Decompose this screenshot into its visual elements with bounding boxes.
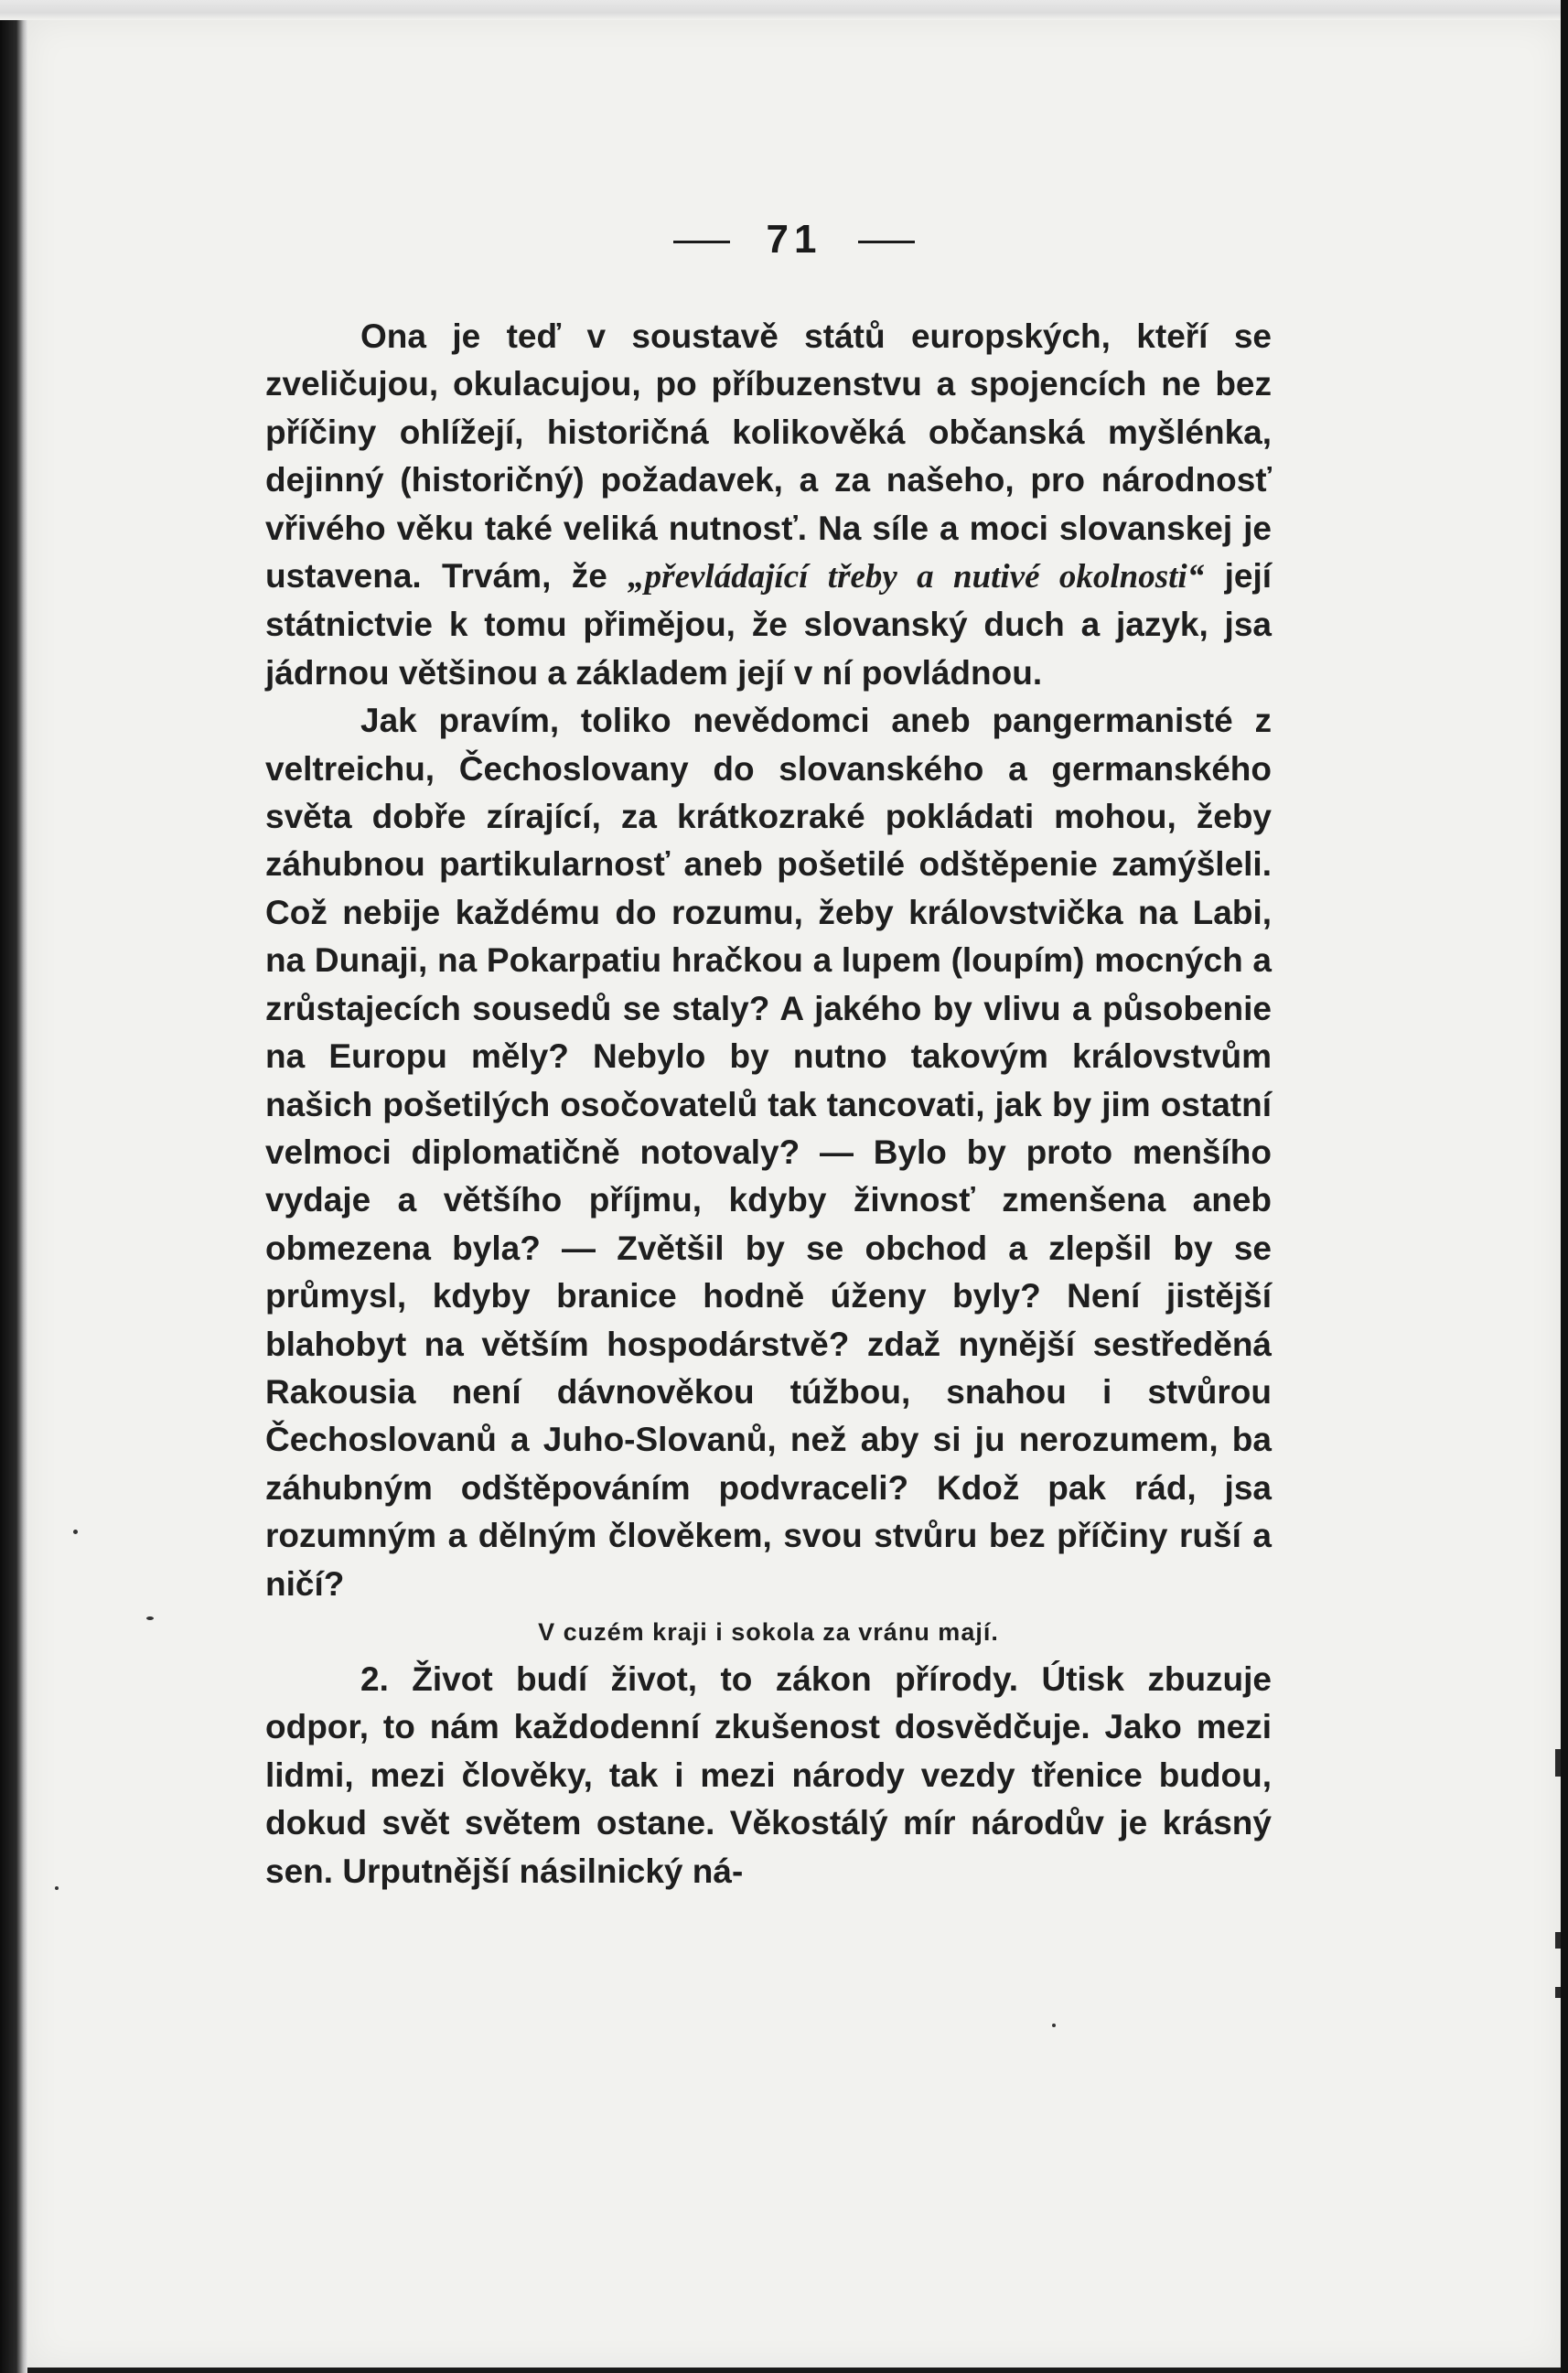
scan-edge-mark (1555, 1749, 1561, 1777)
scan-left-edge (0, 0, 27, 2373)
paragraph-1-text-b: její státnictvie k tomu přimějou, že slovanský duch a jazyk, jsa jádrnou většinou a základem její v ní povládnou. (265, 557, 1273, 692)
header-dash-right (858, 241, 915, 243)
paragraph-3-text: 2. Život budí život, to zákon přírody. Útisk zbuzuje odpor, to nám každodenní zkušenost dosvědčuje. Jako mezi lidmi, mezi člověky, tak i mezi národy vezdy třenice budou, dokud svět světem ostane. Věkostálý mír národův je krásný sen. Urputnější násilnický ná- (265, 1659, 1272, 1890)
scan-speck (1052, 2024, 1056, 2027)
page-number: 71 (766, 217, 822, 262)
paragraph-3 (265, 1656, 1272, 1895)
scan-top-edge (0, 0, 1568, 20)
verse-line: V cuzém kraji i sokola za vránu mají. (538, 1617, 999, 1646)
header-dash-left (673, 241, 730, 243)
page-body (265, 313, 1272, 1895)
paragraph-2 (265, 697, 1272, 1608)
page-header (27, 217, 1561, 263)
paragraph-1-text-a: Ona je teď v soustavě států europských, kteří se zveličujou, okulacujou, po příbuzenstvu a spojencích ne bez příčiny ohlížejí, historičná kolikověká občanská myšlénka, dejinný (historičný) požadavek, a za našeho, pro národnosť vřivého věku také veliká nutnosť. Na síle a moci slovanskej je ustavena. Trvám, že (265, 317, 1272, 596)
paragraph-1 (265, 313, 1272, 697)
scan-edge-mark (1555, 1932, 1561, 1949)
scan-speck (55, 1886, 59, 1890)
scan-right-edge (1561, 0, 1568, 2373)
scan-speck (146, 1616, 154, 1620)
paragraph-2-text: Jak pravím, toliko nevědomci aneb pangermanisté z veltreichu, Čechoslovany do slovanského a germanského světa dobře zírající, za krátkozraké pokládati mohou, žeby záhubnou partikularnosť aneb pošetilé odštěpenie zamýšleli. Což nebije každému do rozumu, žeby královstvička na Labi, na Dunaji, na Pokarpatiu hračkou a lupem (loupím) mocných a zrůstajecích sousedů se staly? A jakého by vlivu a působenie na Europu měly? Nebylo by nutno takovým královstvům našich pošetilých osočovatelů tak tancovati, jak by jim ostatní velmoci diplomatičně notovaly? — Bylo by proto menšího vydaje a většího příjmu, kdyby živnosť zmenšena aneb obmezena byla? — Zvětšil by se obchod a zlepšil by se průmysl, kdyby branice hodně úženy byly? Není jistější blahobyt na větším hospodárstvě? zdaž nynější sestředěná Rakousia není dávnověkou túžbou, snahou i stvůrou Čechoslovanů a Juho-Slovanů, než aby si ju nerozumem, ba záhubným odštěpováním podvraceli? Kdož pak rád, jsa rozumným a dělným člověkem, svou stvůru bez příčiny ruší a ničí? (265, 702, 1272, 1603)
book-page (27, 20, 1561, 2368)
scan-speck (73, 1530, 78, 1534)
paragraph-1-emphasis: „převládající třeby a nutivé okolnosti“ (628, 558, 1205, 596)
scan-edge-mark (1555, 1987, 1561, 1998)
